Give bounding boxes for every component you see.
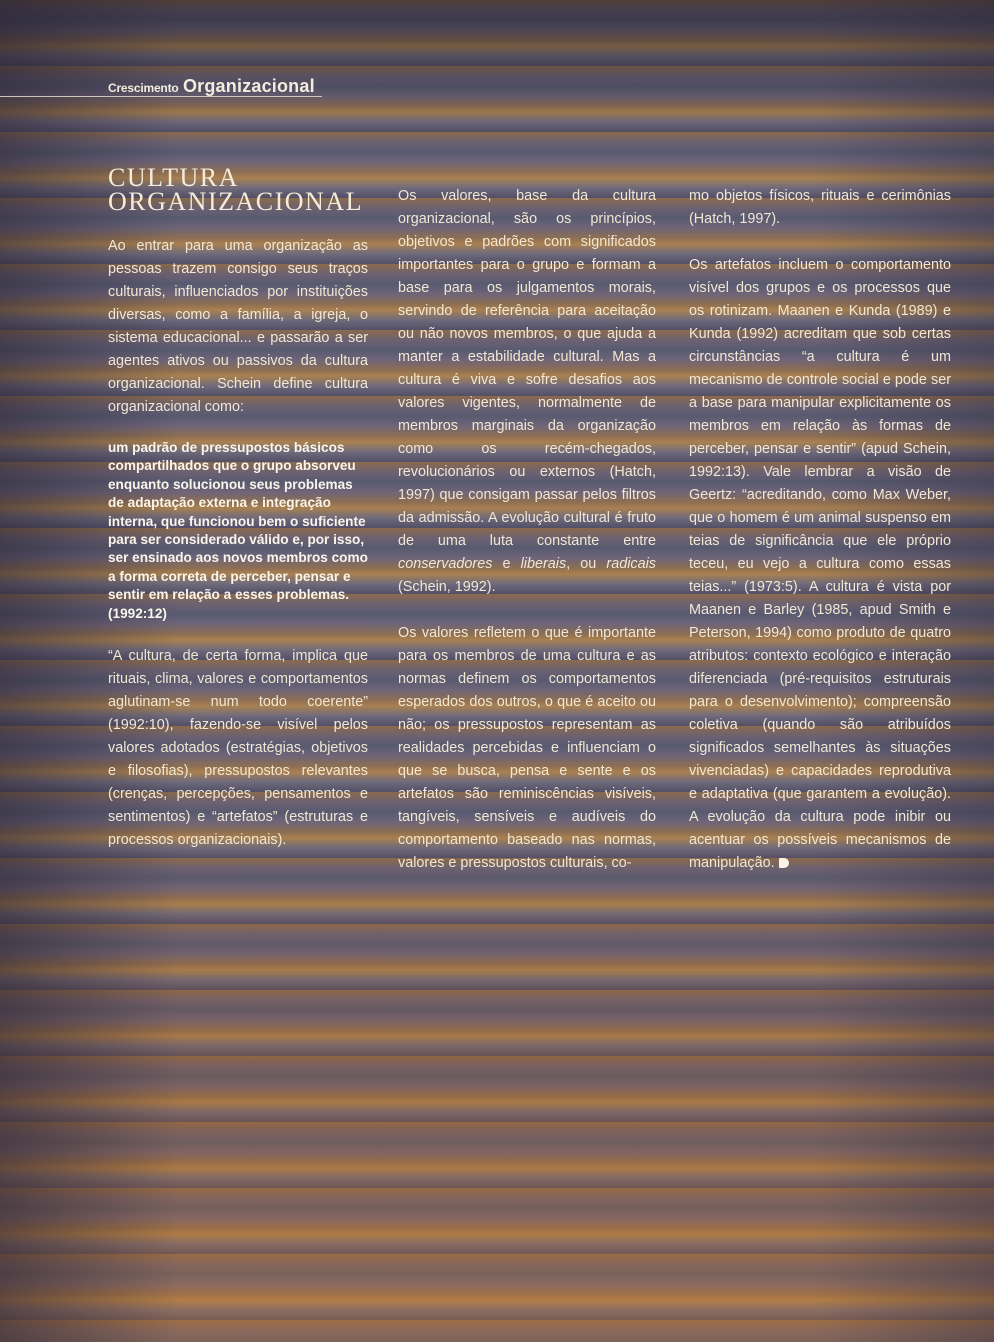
artefatos-text: Os artefatos incluem o comportamento visível dos grupos e os processos que os rotinizam. Maanen e Kunda (1989) e Kunda (1992) acreditam que sob certas circunstâncias “a cultura é um mecanismo de controle social e pode ser a base para manipular explicitamente os membros em relação às formas de perceber, pensar e sentir” (apud Schein, 1992:13). Vale lembrar a visão de Geertz: “acreditando, como Max Weber, que o homem é um animal suspenso em teias de significância que ele próprio teceu, eu vejo a cultura como essas teias...” (1973:5). A cultura é vista por Maanen e Barley (1985, apud Smith e Peterson, 1994) como produto de quatro atributos: contexto ecológico e interação diferenciada (pré-requisitos estruturais para o desenvolvimento); compreensão coletiva (quando são atribuídos significados semelhantes às situações vivenciadas) e capacidades reprodutiva e adaptativa (que garantem a evolução). A evolução da cultura pode inibir ou acentuar os possíveis mecanismos de manipulação. — [689, 257, 951, 871]
schein-quote: um padrão de pressupostos básicos compartilhados que o grupo absorveu enquanto solucionou seus problemas de adaptação externa e integração interna, que funcionou bem o suficiente para ser considerado válido e, por isso, ser ensinado aos novos membros como a forma correta de perceber, pensar e sentir em relação a esses problemas. (1992:12) — [108, 440, 368, 621]
valores-text-d: (Schein, 1992). — [398, 579, 496, 595]
valores-text-a: Os valores, base da cultura organizacional, são os princípios, objetivos e padrões com significados importantes para o grupo e formam a base para os julgamentos morais, servindo de referência para aceitação ou não novos membros, o que ajuda a manter a estabilidade cultural. Mas a cultura é viva e sofre desafios aos valores vigentes, normalmente de membros marginais da organização como os recém-chegados, revolucionários ou externos (Hatch, 1997) que consigam passar pelos filtros da admissão. A evolução cultural é fruto de uma luta constante entre — [398, 188, 656, 549]
intro-paragraph: Ao entrar para uma organização as pessoas trazem consigo seus traços culturais, influenciados por instituições diversas, como a família, a igreja, o sistema educacional... e passarão a ser agentes ativos ou passivos da cultura organizacional. Schein define cultura organizacional como: — [108, 238, 368, 415]
artefatos-paragraph — [689, 254, 951, 875]
column-1 — [108, 235, 368, 852]
valores-text-b: e — [492, 556, 521, 572]
valores-text-c: , ou — [566, 556, 607, 572]
running-head-section: Crescimento — [108, 81, 179, 95]
end-of-article-icon — [779, 858, 789, 868]
section-title-line1: CULTURA — [108, 163, 239, 192]
column-2 — [398, 185, 656, 875]
valores-paragraph — [398, 185, 656, 599]
radicais-term: radicais — [606, 556, 656, 572]
section-title-line2: ORGANIZACIONAL — [108, 187, 363, 216]
conservadores-term: conservadores — [398, 556, 493, 572]
liberais-term: liberais — [520, 556, 567, 572]
section-title — [108, 163, 378, 216]
normas-paragraph: Os valores refletem o que é importante para os membros de uma cultura e as normas definem os comportamentos esperados dos outros, o que é aceito ou não; os pressupostos representam as realidades percebidas e influenciam o que se busca, pensa e sente e os artefatos são reminiscências visíveis, tangíveis, sensíveis e audíveis do comportamento baseado nas normas, valores e pressupostos culturais, co- — [398, 625, 656, 871]
cultura-paragraph: “A cultura, de certa forma, implica que rituais, clima, valores e comportamentos aglutinam-se num todo coerente” (1992:10), fazendo-se visível pelos valores adotados (estratégias, objetivos e filosofias), pressupostos relevantes (crenças, percepções, pensamentos e sentimentos) e “artefatos” (estruturas e processos organizacionais). — [108, 648, 368, 849]
running-head-title: Organizacional — [182, 76, 315, 96]
continuation-paragraph: mo objetos físicos, rituais e cerimônias (Hatch, 1997). — [689, 188, 951, 227]
column-3 — [689, 185, 951, 875]
running-head — [108, 76, 315, 97]
